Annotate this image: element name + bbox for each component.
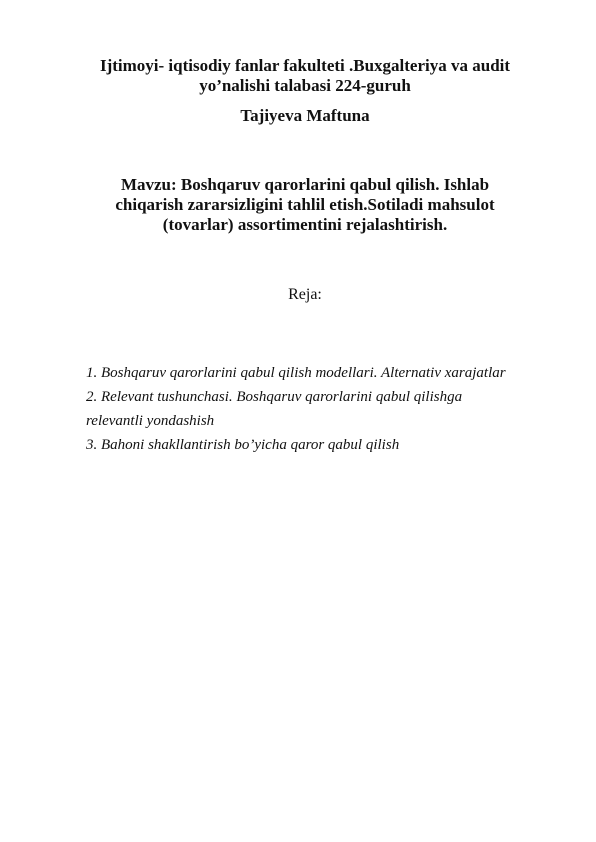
topic-line-2: chiqarish zararsizligini tahlil etish.Sotiladi mahsulot <box>115 195 495 214</box>
topic-line-3: (tovarlar) assortimentini rejalashtirish. <box>162 215 448 234</box>
header-line-2: yo’nalishi talabasi 224-guruh <box>199 76 411 95</box>
plan-list <box>86 361 556 457</box>
topic-line-1: Mavzu: Boshqaruv qarorlarini qabul qilish. Ishlab <box>120 175 490 194</box>
plan-item: 1. Boshqaruv qarorlarini qabul qilish modellari. Alternativ xarajatlar <box>86 365 506 381</box>
plan-item: relevantli yondashish <box>86 413 215 429</box>
topic-title <box>70 175 540 235</box>
plan-item: 2. Relevant tushunchasi. Boshqaruv qarorlarini qabul qilishga <box>86 389 463 405</box>
header-line-1: Ijtimoyi- iqtisodiy fanlar fakulteti .Buxgalteriya va audit <box>99 56 511 75</box>
author-name: Tajiyeva Maftuna <box>240 106 370 125</box>
faculty-header <box>60 56 550 96</box>
plan-item: 3. Bahoni shakllantirish bo’yicha qaror qabul qilish <box>86 437 400 453</box>
plan-title: Reja: <box>288 286 322 303</box>
